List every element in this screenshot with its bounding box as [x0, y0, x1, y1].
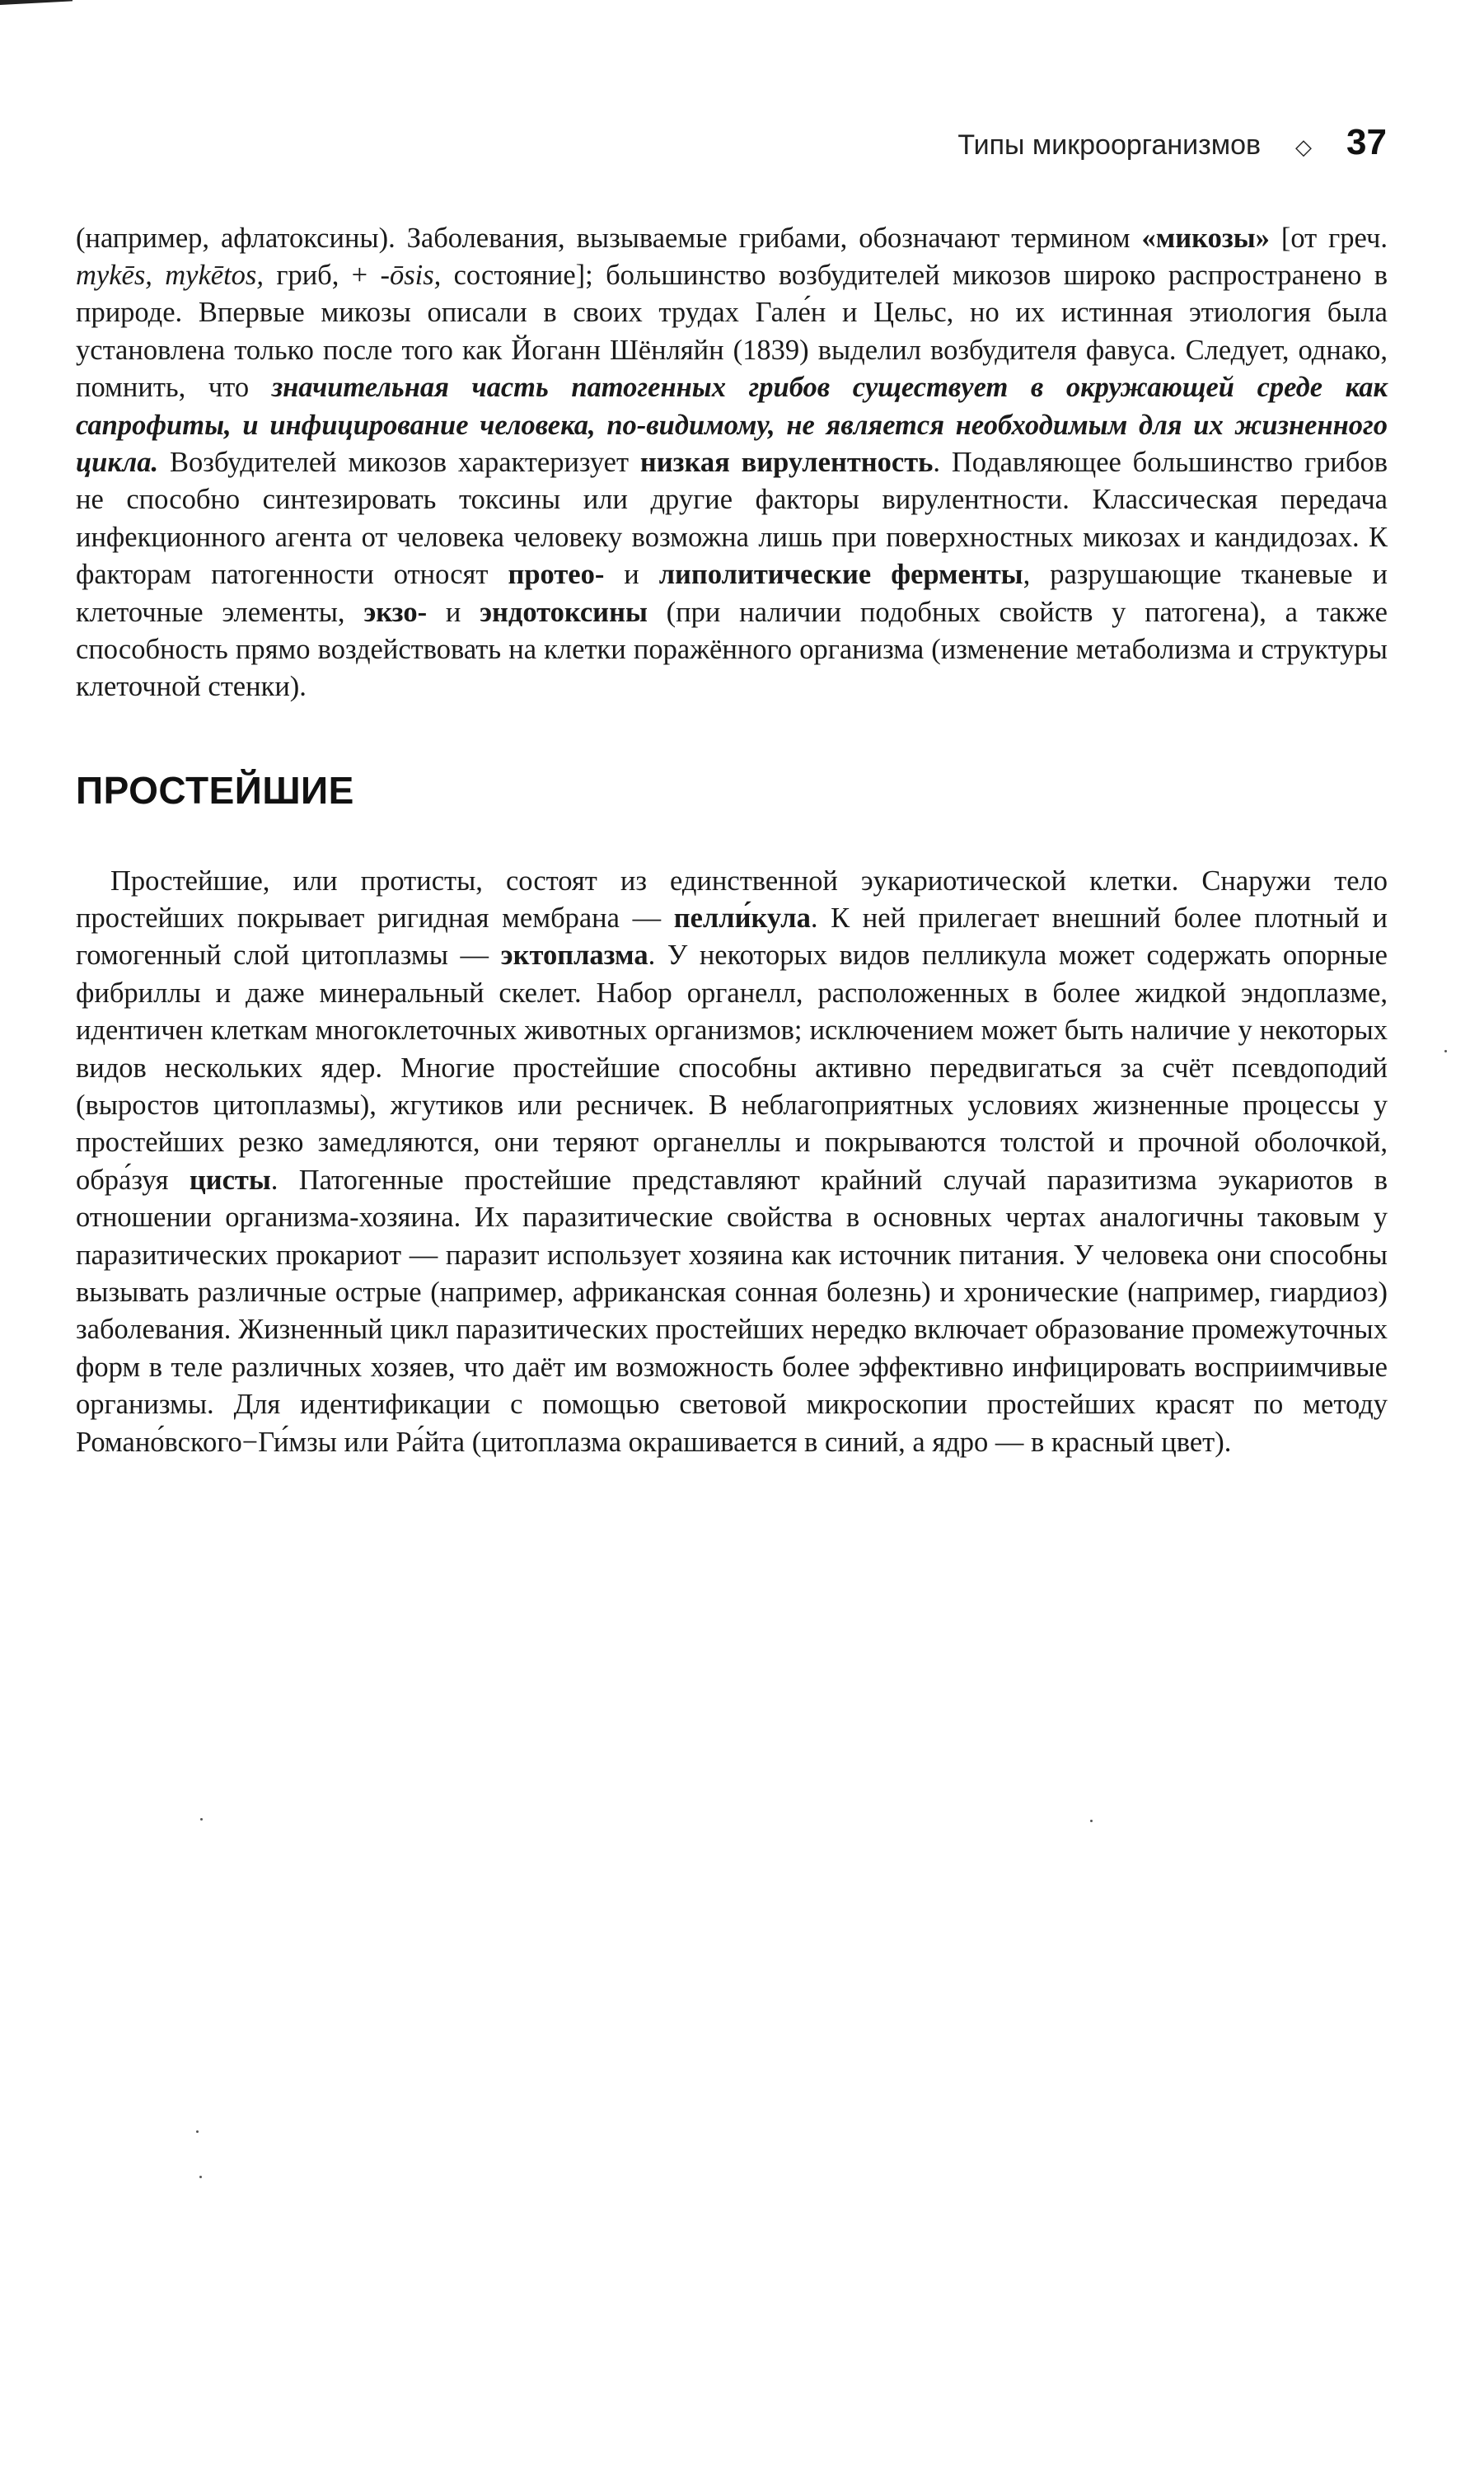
text-run: Возбудителей микозов характеризует: [158, 446, 640, 478]
text-run: . Подавляющее большинство грибов не способно синтезировать токсины или другие факторы вирулентности. Классическая передача инфекционного агента от человека человеку возможна лишь при поверхностных микозах и кандидозах. К факторам патогенности относят: [76, 446, 1388, 591]
text-run: , разрушающие тканевые и клеточные элементы,: [76, 559, 1388, 628]
diamond-outline-icon: ◇: [1295, 134, 1313, 159]
page-number: 37: [1346, 122, 1387, 162]
text-run: и: [604, 559, 659, 591]
paragraph-fungi-continued: [76, 220, 1388, 706]
text-run: (при наличии подобных свойств у патогена), а также способность прямо воздействовать на клетки поражённого организма (изменение метаболизма и структуры клеточной стенки).: [76, 596, 1388, 703]
scan-speck: [196, 2130, 199, 2133]
term-ectoplasm: эктоплазма: [500, 940, 648, 972]
text-run: . У некоторых видов пелликула может содержать опорные фибриллы и даже минеральный скелет. Набор органелл, расположенных в более жидкой эндоплазме, идентичен клеткам многоклеточных животных организмов; исключением может быть наличие у некоторых видов нескольких ядер. Многие простейшие способны активно передвигаться за счёт псевдоподий (выростов цитоплазмы), жгутиков или ресничек. В неблагоприятных условиях жизненные процессы у простейших резко замедляются, они теряют органеллы и покрываются толстой и прочной оболочкой, обра́зуя: [76, 940, 1388, 1196]
section-heading-protozoa: ПРОСТЕЙШИЕ: [76, 769, 354, 812]
term-cysts: цисты: [189, 1164, 271, 1196]
text-run: . К ней прилегает внешний более плотный и гомогенный слой цитоплазмы —: [76, 902, 1388, 972]
term-low-virulence: низкая вирулентность: [639, 446, 934, 478]
text-run: гриб, +: [263, 259, 381, 291]
text-run: (например, афлатоксины). Заболевания, вызываемые грибами, обозначают термином: [76, 222, 1142, 254]
term-proteo: протео-: [508, 559, 605, 591]
scan-corner-mark: [0, 0, 73, 5]
running-title: Типы микроорганизмов: [957, 129, 1262, 161]
scan-speck: [200, 1818, 203, 1821]
paragraph-protozoa: [76, 863, 1388, 1462]
emphasis-saprophytes: значительная часть патогенных грибов существует в окружающей среде как сапрофиты, и инфицирование человека, по-видимому, не является необходимым для их жизненного цикла.: [76, 372, 1388, 478]
scan-speck: [1090, 1820, 1093, 1822]
greek-suffix: -ōsis,: [380, 259, 442, 291]
text-run: . Патогенные простейшие представляют крайний случай паразитизма эукариотов в отношении организма-хозяина. Их паразитические свойства в основных чертах аналогичны таковым у паразитических прокариот — паразит использует хозяина как источник питания. У человека они способны вызывать различные острые (например, африканская сонная болезнь) и хронические (например, гиардиоз) заболевания. Жизненный цикл паразитических простейших нередко включает образование промежуточных форм в теле различных хозяев, что даёт им возможность более эффективно инфицировать восприимчивые организмы. Для идентификации с помощью световой микроскопии простейших красят по методу Романо́вского−Ги́мзы или Ра́йта (цитоплазма окрашивается в синий, а ядро — в красный цвет).: [76, 1164, 1388, 1458]
term-pellicle: пелли́кула: [673, 902, 811, 934]
text-run: состояние]; большинство возбудителей микозов широко распространено в природе. Впервые микозы описали в своих трудах Гале́н и Цельс, но их истинная этиология была установлена только после того как Йоганн Шёнляйн (1839) выделил возбудителя фавуса. Следует, однако, помнить, что: [76, 259, 1388, 404]
term-endotoxins: эндотоксины: [480, 596, 648, 628]
text-run: Простейшие, или протисты, состоят из единственной эукариотической клетки. Снаружи тело простейших покрывает ригидная мембрана —: [76, 865, 1388, 934]
text-run: и: [427, 596, 480, 628]
greek-etymology: mykēs, mykētos,: [76, 259, 264, 291]
term-mycoses: «микозы»: [1141, 222, 1270, 254]
term-exo: экзо-: [363, 596, 428, 628]
term-lipolytic-enzymes: липолитические ферменты: [658, 559, 1023, 591]
running-header: [957, 122, 1387, 163]
scan-speck: [199, 2176, 202, 2178]
text-run: [от греч.: [1269, 222, 1388, 254]
scan-speck: [1444, 1050, 1447, 1052]
